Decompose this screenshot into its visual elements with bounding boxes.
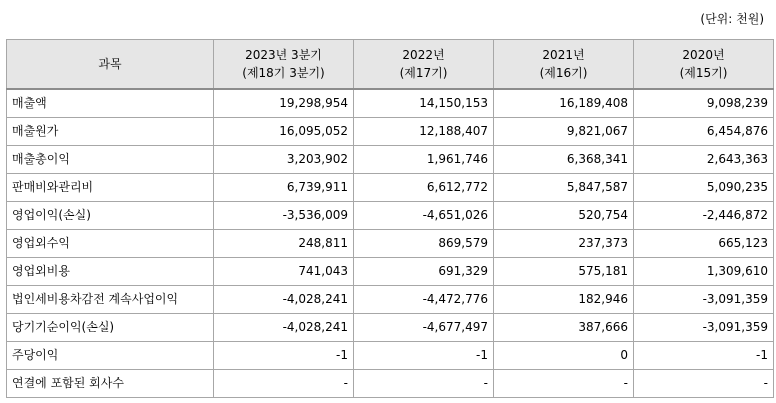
cell-2020: -3,091,359 [634,314,774,342]
cell-2022: 6,612,772 [354,174,494,202]
row-label: 매출원가 [7,118,214,146]
table-row [7,230,774,258]
cell-2021: - [494,370,634,398]
header-period-2020 [634,40,774,90]
cell-2021: 16,189,408 [494,89,634,118]
cell-2021: 237,373 [494,230,634,258]
cell-2020: -1 [634,342,774,370]
row-label: 매출액 [7,89,214,118]
row-label: 영업외수익 [7,230,214,258]
cell-2023q3: 6,739,911 [214,174,354,202]
cell-2023q3: 19,298,954 [214,89,354,118]
cell-2023q3: 3,203,902 [214,146,354,174]
cell-2021: 520,754 [494,202,634,230]
cell-2021: 9,821,067 [494,118,634,146]
table-row [7,342,774,370]
header-row [7,40,774,90]
cell-2023q3: -3,536,009 [214,202,354,230]
header-period-2022 [354,40,494,90]
cell-2020: 1,309,610 [634,258,774,286]
row-label: 연결에 포함된 회사수 [7,370,214,398]
cell-2021: 387,666 [494,314,634,342]
cell-2020: -3,091,359 [634,286,774,314]
table-row [7,258,774,286]
row-label: 판매비와관리비 [7,174,214,202]
cell-2022: 12,188,407 [354,118,494,146]
cell-2022: -4,651,026 [354,202,494,230]
table-row [7,286,774,314]
header-period-2021 [494,40,634,90]
cell-2020: 9,098,239 [634,89,774,118]
row-label: 당기기순이익(손실) [7,314,214,342]
cell-2022: -4,472,776 [354,286,494,314]
row-label: 매출총이익 [7,146,214,174]
cell-2022: 691,329 [354,258,494,286]
row-label: 영업외비용 [7,258,214,286]
table-row [7,146,774,174]
cell-2023q3: 741,043 [214,258,354,286]
header-period-term: (제18기 3분기) [242,66,325,80]
cell-2020: -2,446,872 [634,202,774,230]
cell-2023q3: - [214,370,354,398]
financial-summary-table [6,39,774,398]
cell-2021: 182,946 [494,286,634,314]
header-period-term: (제15기) [679,66,728,80]
cell-2020: 2,643,363 [634,146,774,174]
table-header [7,40,774,90]
cell-2022: 869,579 [354,230,494,258]
header-period-year: 2020년 [682,48,725,62]
cell-2023q3: 248,811 [214,230,354,258]
header-period-term: (제17기) [399,66,448,80]
cell-2022: -1 [354,342,494,370]
cell-2021: 5,847,587 [494,174,634,202]
header-period-term: (제16기) [539,66,588,80]
table-row [7,314,774,342]
table-row [7,118,774,146]
table-body [7,89,774,398]
table-row [7,174,774,202]
cell-2021: 575,181 [494,258,634,286]
cell-2023q3: -4,028,241 [214,314,354,342]
table-row [7,89,774,118]
table-row [7,202,774,230]
cell-2022: 14,150,153 [354,89,494,118]
cell-2021: 6,368,341 [494,146,634,174]
cell-2020: 5,090,235 [634,174,774,202]
row-label: 주당이익 [7,342,214,370]
cell-2020: 6,454,876 [634,118,774,146]
cell-2022: - [354,370,494,398]
cell-2020: 665,123 [634,230,774,258]
cell-2020: - [634,370,774,398]
unit-note: (단위: 천원) [700,12,764,26]
cell-2023q3: -1 [214,342,354,370]
header-period-year: 2022년 [402,48,445,62]
table-row [7,370,774,398]
header-period-year: 2021년 [542,48,585,62]
header-period-year: 2023년 3분기 [245,48,322,62]
header-subject: 과목 [7,40,214,90]
row-label: 법인세비용차감전 계속사업이익 [7,286,214,314]
header-period-2023q3 [214,40,354,90]
cell-2022: 1,961,746 [354,146,494,174]
cell-2021: 0 [494,342,634,370]
row-label: 영업이익(손실) [7,202,214,230]
cell-2023q3: 16,095,052 [214,118,354,146]
cell-2023q3: -4,028,241 [214,286,354,314]
cell-2022: -4,677,497 [354,314,494,342]
